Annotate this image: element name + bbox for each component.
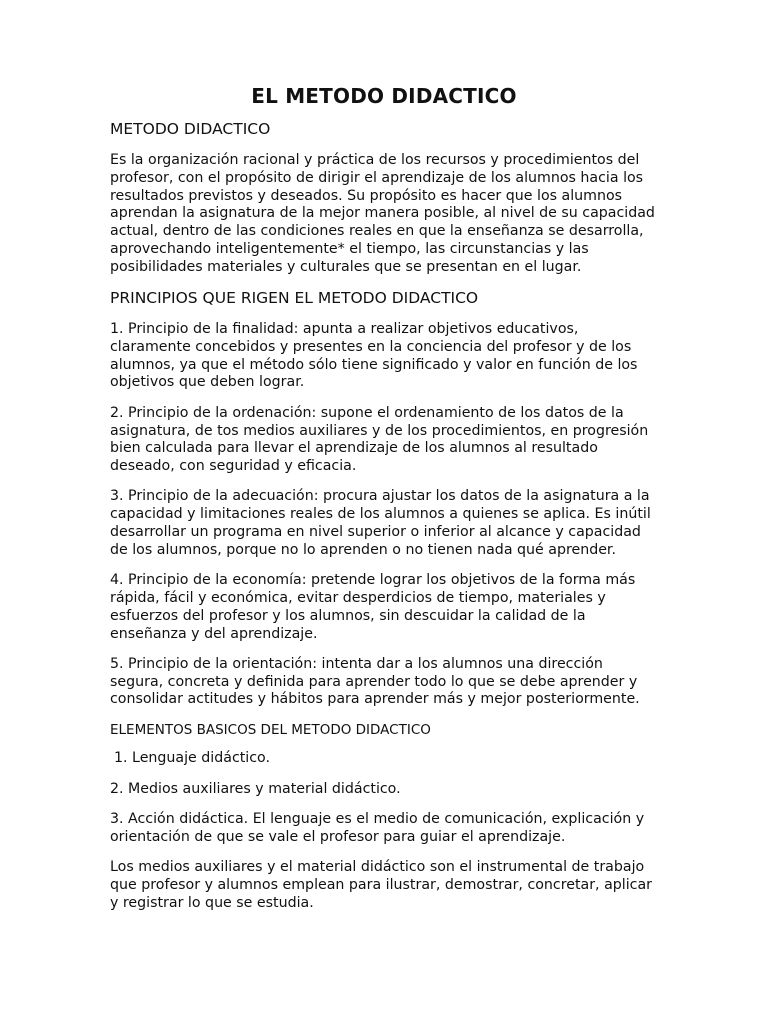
section-heading-metodo: METODO DIDACTICO: [110, 120, 271, 138]
closing-paragraph: Los medios auxiliares y el material didáctico son el instrumental de trabajo que profesor y alumnos emplean para ilustrar, demostrar, concretar, aplicar y registrar lo que se estudia.: [110, 858, 652, 911]
principle-paragraph-4: 4. Principio de la economía: pretende lograr los objetivos de la forma más rápida, fácil y económica, evitar desperdicios de tiempo, materiales y esfuerzos del profesor y los alumnos, sin descuidar la calidad de la enseñanza y del aprendizaje.: [110, 572, 636, 642]
element-item-3: 3. Acción didáctica. El lenguaje es el medio de comunicación, explicación y orientación de que se vale el profesor para guiar el aprendizaje.: [110, 810, 645, 845]
principle-paragraph-1: 1. Principio de la finalidad: apunta a realizar objetivos educativos, claramente concebidos y presentes en la conciencia del profesor y de los alumnos, ya que el método sólo tiene significado y valor en función de los objetivos que deben lograr.: [110, 321, 638, 391]
document-page: [110, 84, 658, 925]
element-item-1: 1. Lenguaje didáctico.: [114, 750, 270, 767]
element-item-2: 2. Medios auxiliares y material didáctico.: [110, 780, 401, 797]
principle-paragraph-5: 5. Principio de la orientación: intenta dar a los alumnos una dirección segura, concreta y definida para aprender todo lo que se debe aprender y consolidar actitudes y hábitos para aprender más y mejor posteriormente.: [110, 655, 640, 708]
section-heading-principios: PRINCIPIOS QUE RIGEN EL METODO DIDACTICO: [110, 289, 479, 308]
document-title: EL METODO DIDACTICO: [251, 84, 517, 108]
principle-paragraph-3: 3. Principio de la adecuación: procura ajustar los datos de la asignatura a la capacidad y limitaciones reales de los alumnos a quienes se aplica. Es inútil desarrollar un programa en nivel superior o inferior al alcance y capacidad de los alumnos, porque no lo aprenden o no tienen nada qué aprender.: [110, 488, 651, 558]
definition-paragraph: Es la organización racional y práctica de los recursos y procedimientos del profesor, con el propósito de dirigir el aprendizaje de los alumnos hacia los resultados previstos y deseados. Su propósito es hacer que los alumnos aprendan la asignatura de la mejor manera posible, al nivel de su capacidad actual, dentro de las condiciones reales en que la enseñanza se desarrolla, aprovechando inteligentemente* el tiempo, las circunstancias y las posibilidades materiales y culturales que se presentan en el lugar.: [110, 152, 655, 275]
principle-paragraph-2: 2. Principio de la ordenación: supone el ordenamiento de los datos de la asignatura, de tos medios auxiliares y de los procedimientos, en progresión bien calculada para llevar el aprendizaje de los alumnos al resultado deseado, con seguridad y eficacia.: [110, 404, 649, 475]
section-heading-elementos: ELEMENTOS BASICOS DEL METODO DIDACTICO: [110, 721, 431, 738]
